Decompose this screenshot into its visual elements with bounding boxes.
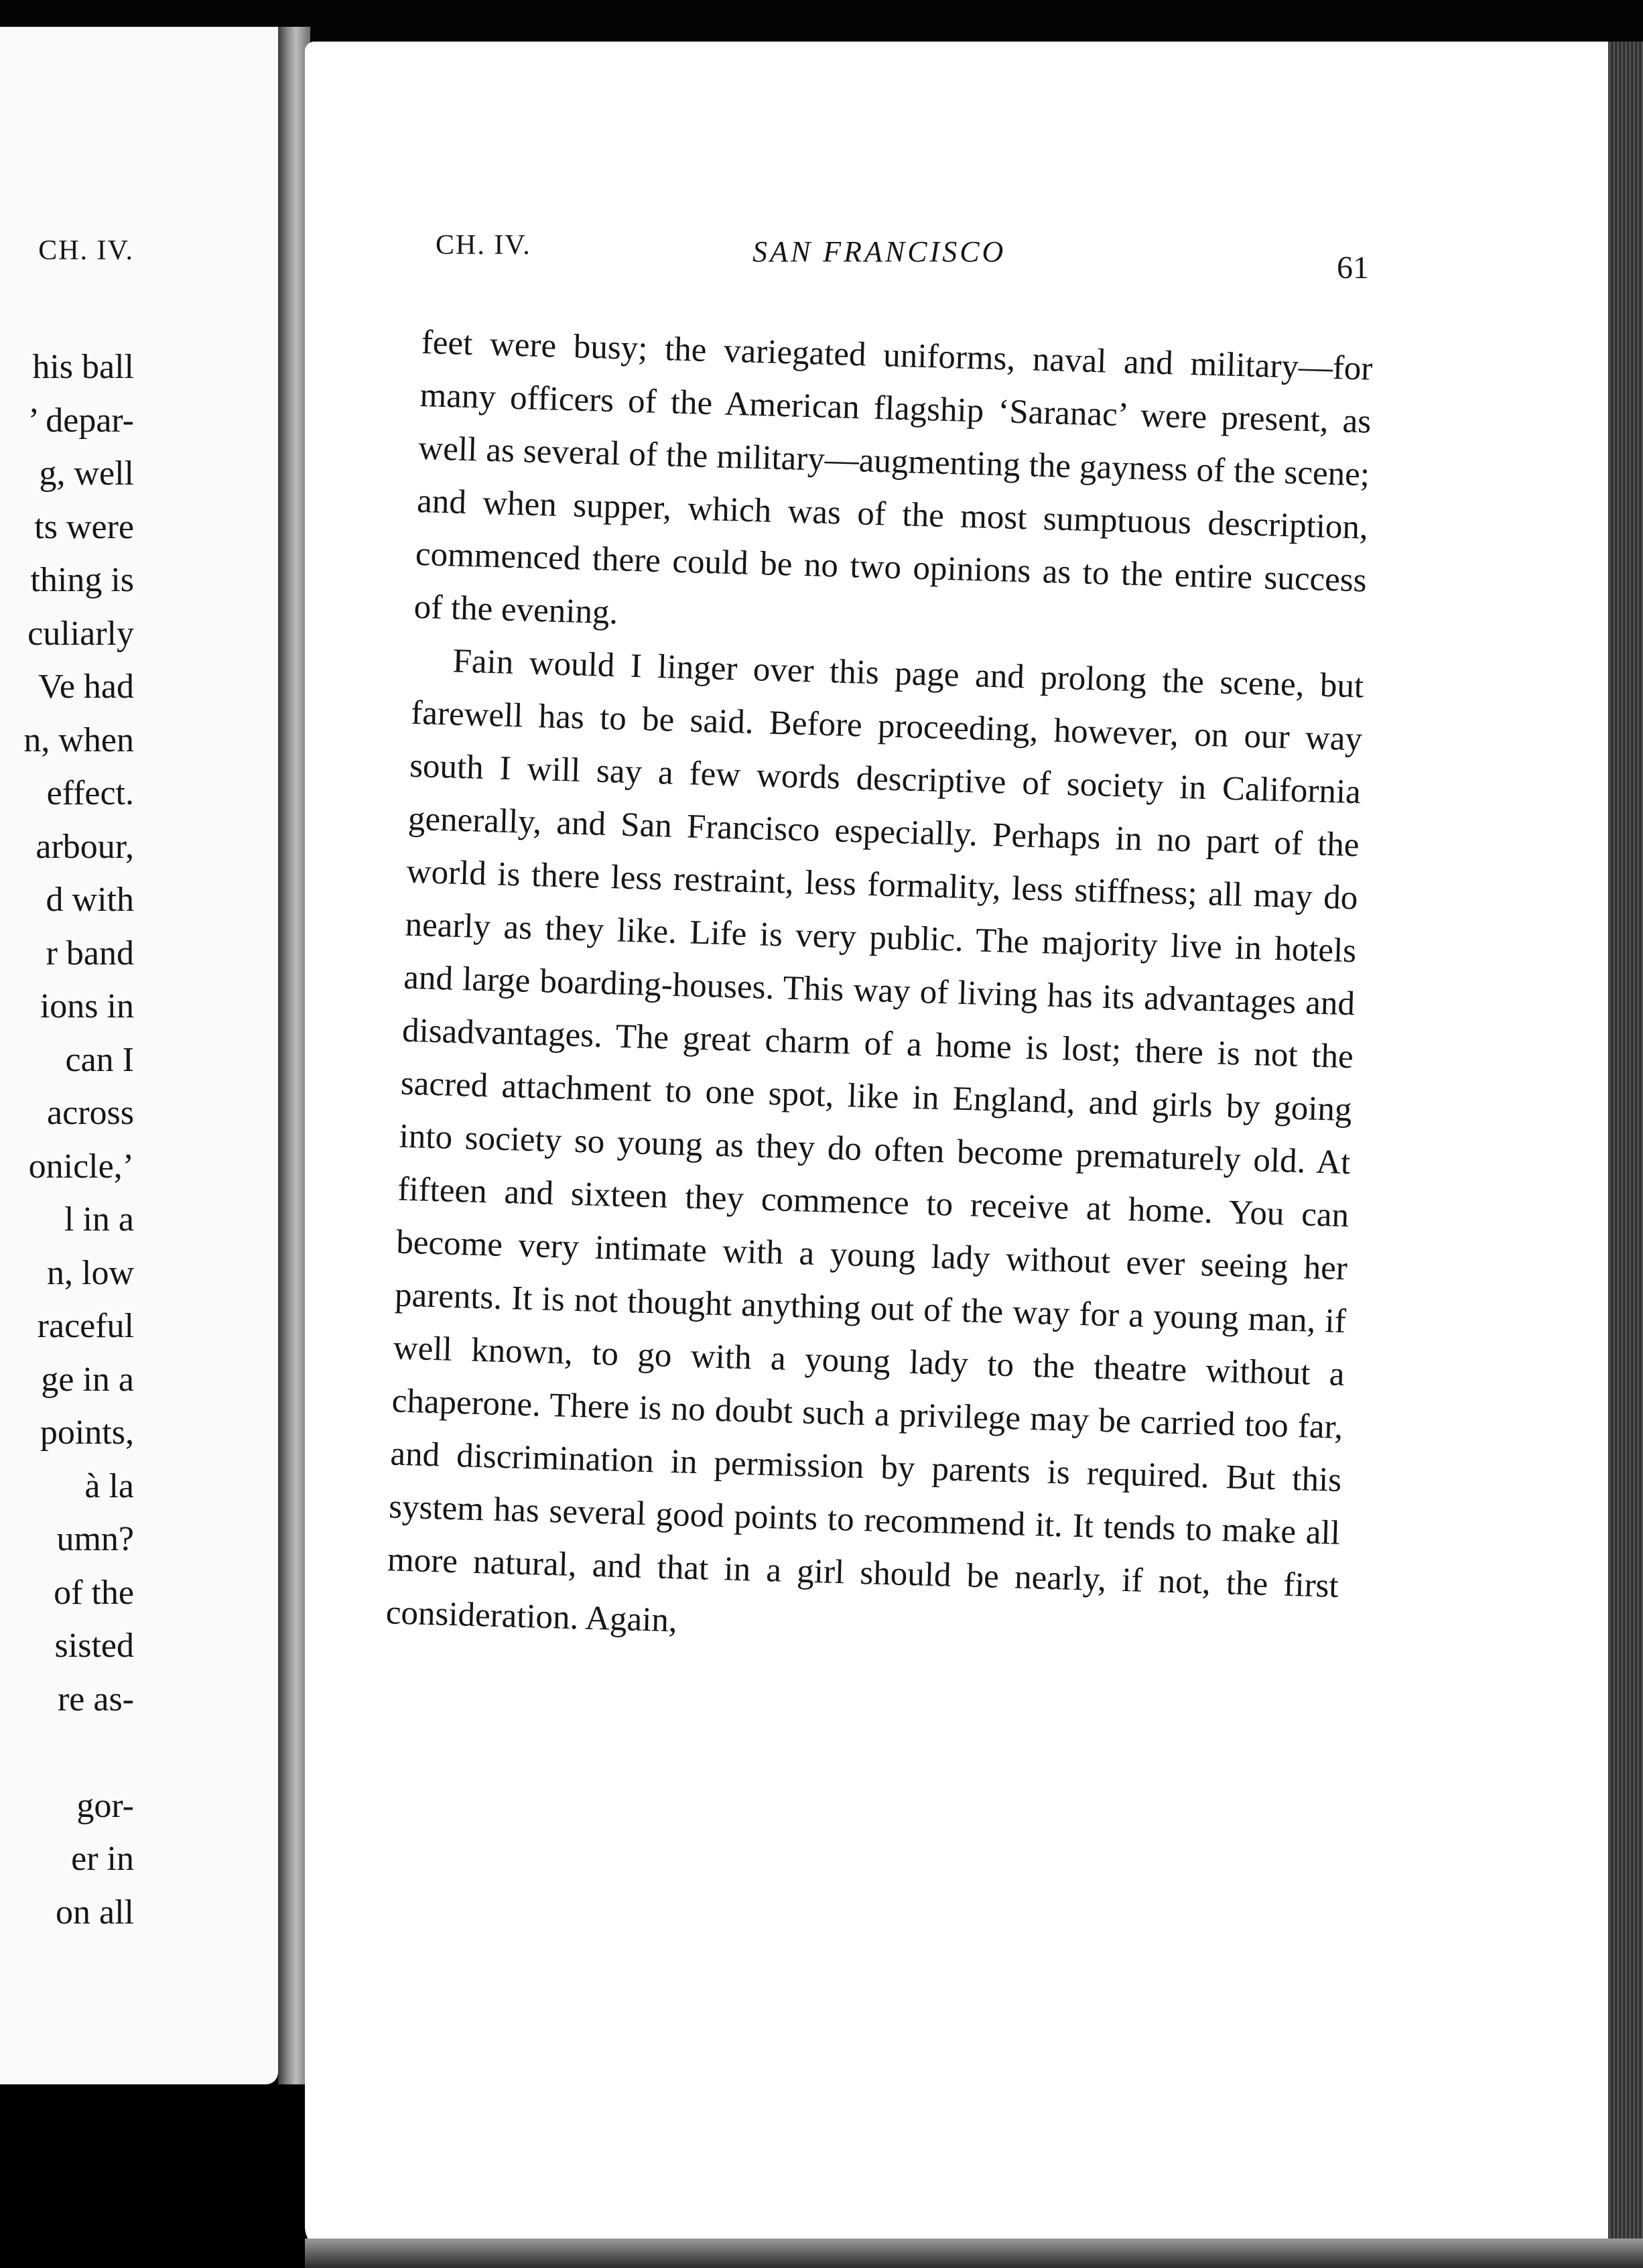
- left-line-fragment: effect.: [46, 774, 134, 812]
- left-line-fragment: d with: [46, 881, 134, 919]
- chapter-mark: CH. IV.: [436, 230, 531, 261]
- left-line-fragment: umn?: [56, 1520, 134, 1558]
- left-line-fragment: raceful: [37, 1307, 134, 1345]
- left-running-head: CH. IV.: [38, 235, 134, 266]
- left-line-fragment: ’ depar-: [27, 401, 134, 440]
- left-line-fragment: Ve had: [38, 668, 134, 706]
- left-line-fragment: l in a: [64, 1200, 134, 1239]
- left-line-fragment: r band: [46, 934, 134, 972]
- left-line-fragment: culiarly: [27, 614, 134, 653]
- left-line-fragment: thing is: [30, 561, 134, 599]
- left-line-fragment: sisted: [54, 1627, 134, 1665]
- page-edges-bottom: [305, 2239, 1643, 2268]
- page-number: 61: [1337, 250, 1369, 286]
- left-page-line-endings: [23, 340, 134, 1939]
- running-title: SAN FRANCISCO: [752, 235, 1006, 268]
- left-line-fragment: ts were: [34, 507, 134, 546]
- left-line-fragment: his ball: [32, 348, 134, 386]
- left-line-fragment: ge in a: [41, 1360, 134, 1399]
- paragraph-2: Fain would I linger over this page and prolong the scene, but farewell has to be said. Before proceeding, however, on our way south I will say a few words descriptive of society in California generally, and San Francisco especially. Perhaps in no part of the world is there less restraint, less formality, less stiffness; all may do nearly as they like. Life is very public. The majority live in hotels and large boarding-houses. This way of living has its advantages and disadvantages. The great charm of a home is lost; there is not the sacred attachment to one spot, like in England, and girls by going into society so young as they do often become prematurely old. At fifteen and sixteen they commence to receive at home. You can become very intimate with a young lady without ever seeing her parents. It is not thought anything out of the way for a young man, if well known, to go with a young lady to the theatre without a chaperone. There is no doubt such a privilege may be carried too far, and discrimination in permission by parents is required. But this system has several good points to recommend it. It tends to make all more natural, and that in a girl should be nearly, if not, the first consideration. Again,: [385, 642, 1364, 1640]
- left-line-fragment: can I: [65, 1040, 134, 1079]
- left-line-fragment: [23, 1726, 134, 1779]
- left-line-fragment: n, when: [23, 720, 134, 759]
- left-line-fragment: arbour,: [36, 827, 134, 866]
- left-line-fragment: on all: [56, 1893, 134, 1932]
- current-page: [305, 42, 1608, 2253]
- left-line-fragment: ions in: [40, 987, 134, 1025]
- left-line-fragment: re as-: [57, 1680, 134, 1718]
- page-edges-right: [1608, 42, 1643, 2268]
- paragraph-1: feet were busy; the variegated uniforms, naval and military—for many officers of the American flagship ‘Saranac’ were present, as well as several of the military—augmenting the gayness of the scene; and when supper, which was of the most sumptuous description, commenced there could be no two opinions as to the entire success of the evening.: [413, 323, 1374, 632]
- left-line-fragment: à la: [84, 1466, 134, 1505]
- left-line-fragment: of the: [54, 1573, 134, 1612]
- left-line-fragment: gor-: [76, 1786, 134, 1825]
- left-line-fragment: points,: [40, 1413, 134, 1452]
- left-line-fragment: across: [47, 1094, 134, 1132]
- left-line-fragment: onicle,’: [28, 1147, 134, 1186]
- previous-page-fragment: [0, 27, 278, 2084]
- page-body: [385, 316, 1374, 1666]
- left-line-fragment: g, well: [39, 454, 134, 493]
- left-line-fragment: er in: [71, 1840, 134, 1878]
- left-line-fragment: n, low: [47, 1253, 134, 1292]
